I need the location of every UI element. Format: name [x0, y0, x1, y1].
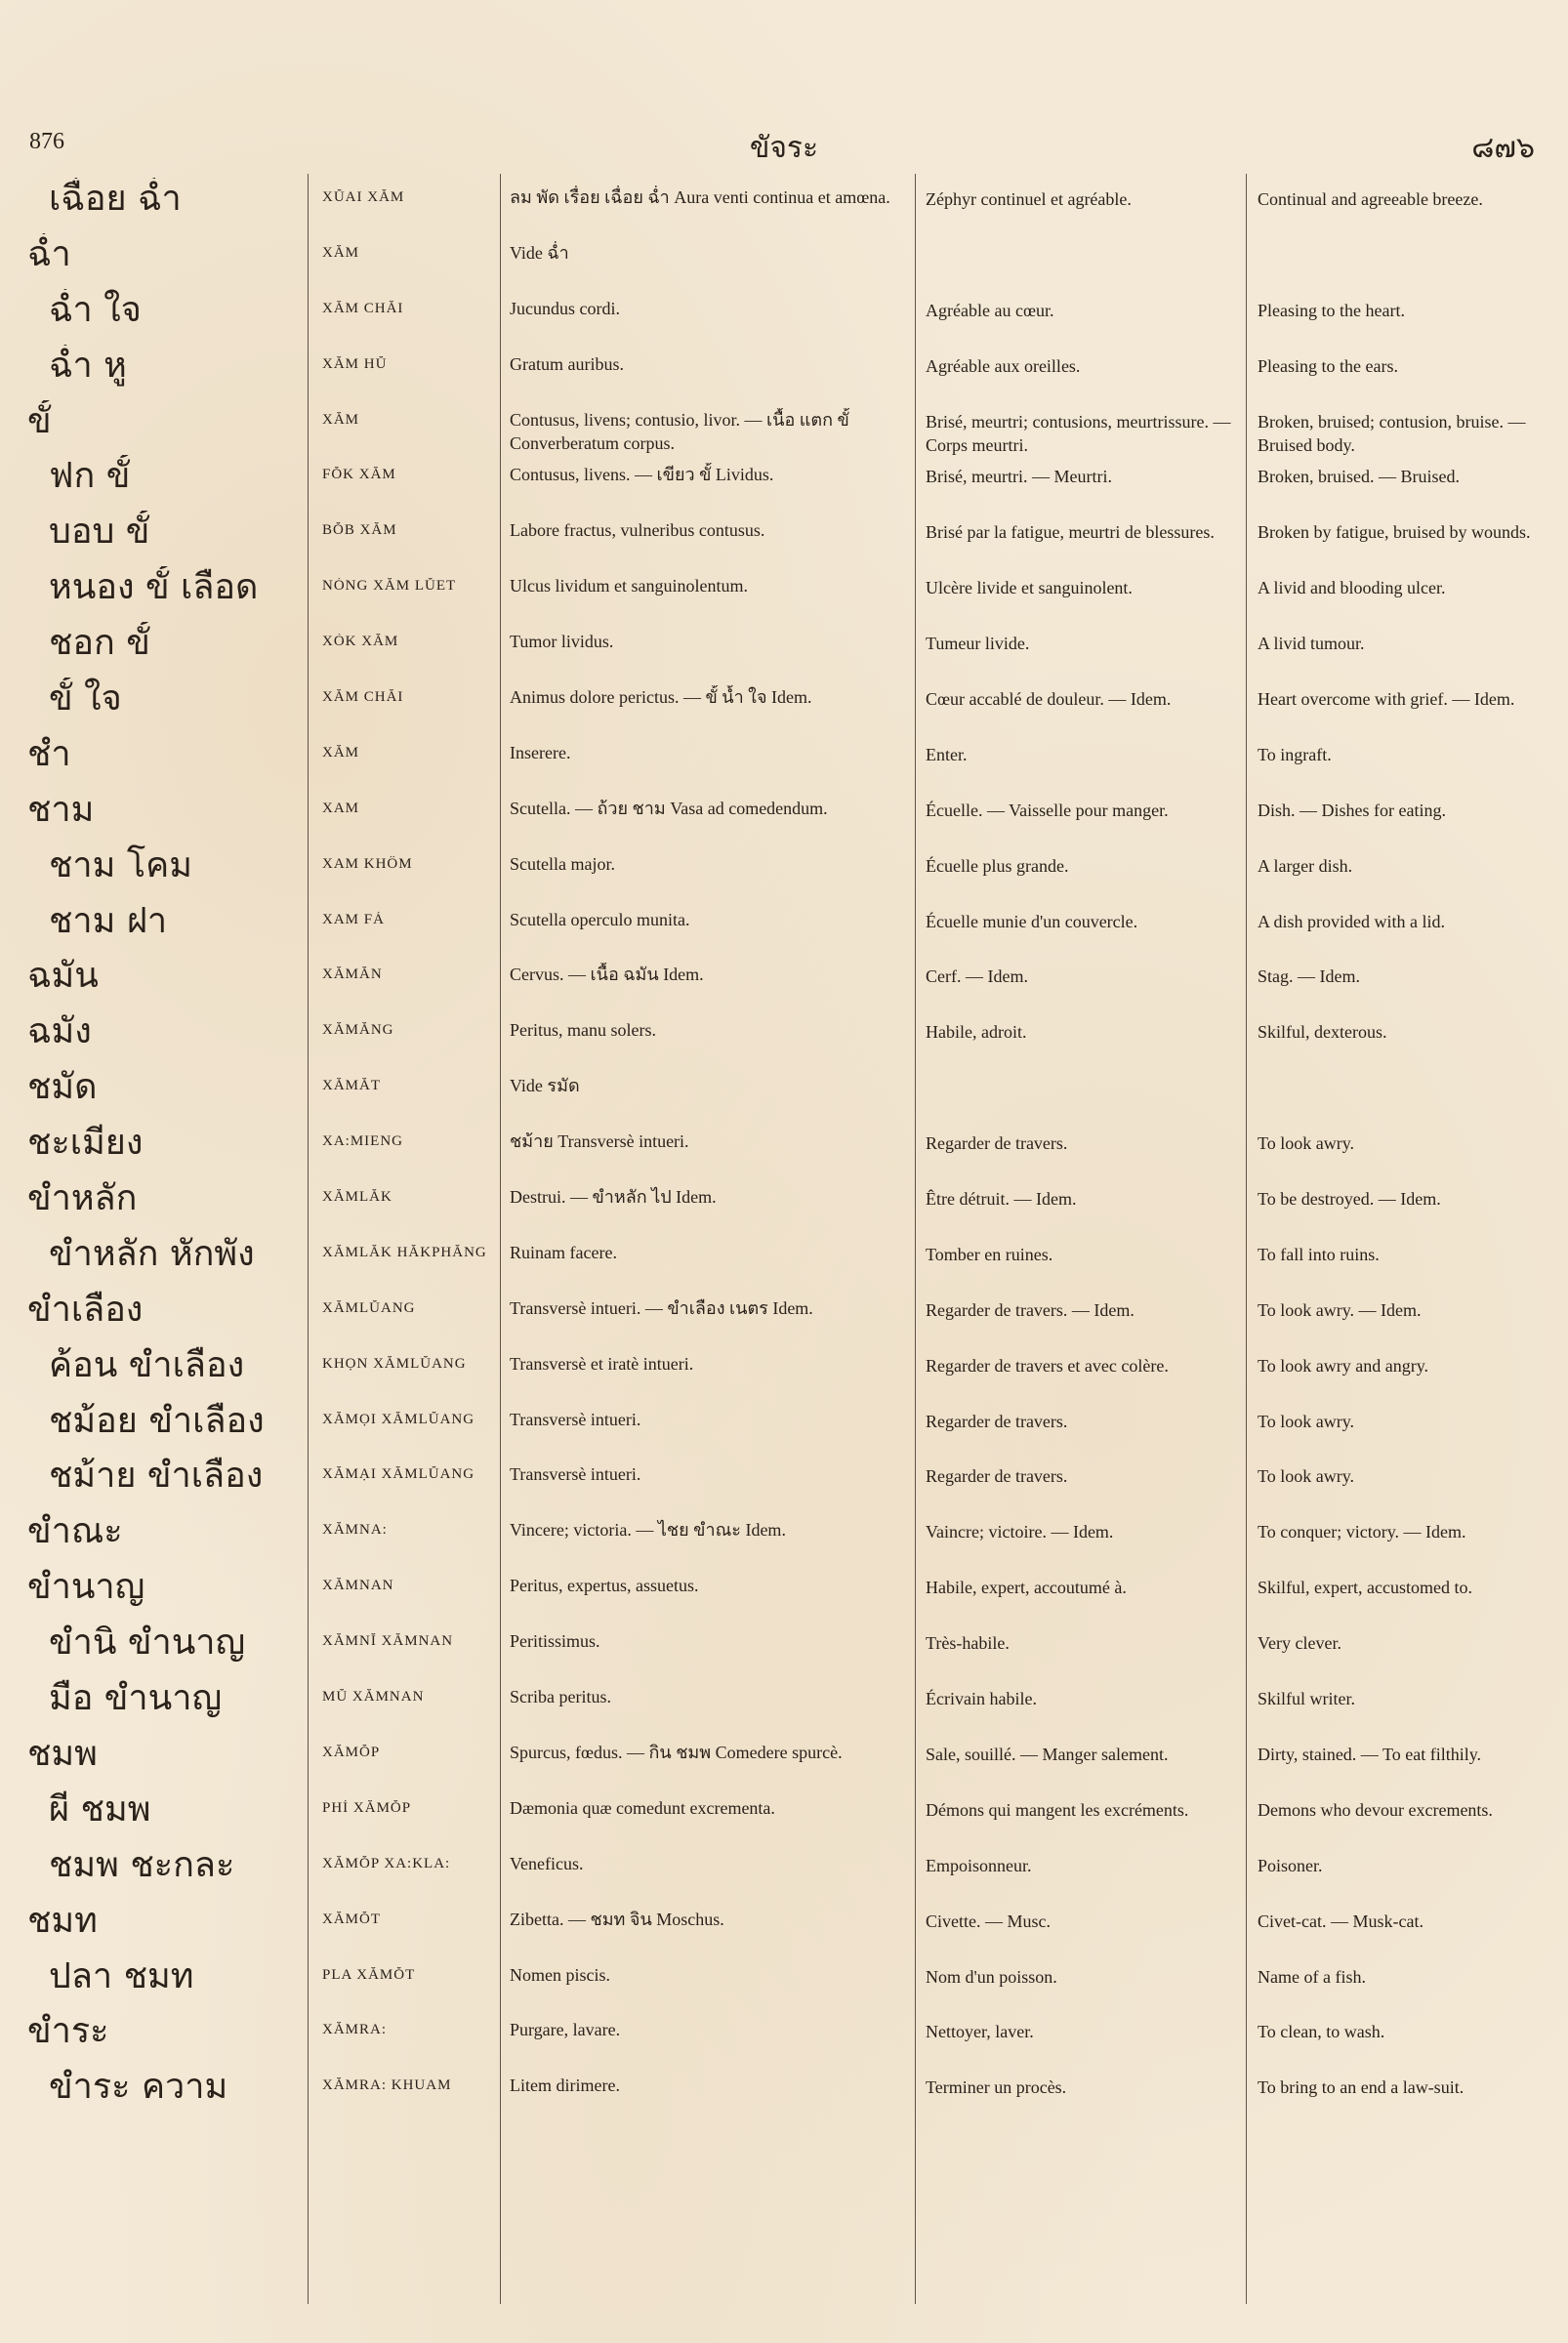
french-definition: Regarder de travers. — Idem.	[926, 1299, 1135, 1320]
latin-definition: Vincere; victoria. — ไชย ขำณะ Idem.	[510, 1520, 786, 1541]
dictionary-entry	[0, 562, 1568, 618]
running-title: ขัจระ	[749, 131, 819, 165]
thai-headword: มือ ขำนาญ	[49, 1678, 223, 1719]
english-definition: Heart overcome with grief. — Idem.	[1258, 689, 1515, 710]
latin-definition: Scutella operculo munita.	[510, 909, 690, 929]
latin-definition: Transversè intueri. — ขำเลือง เนตร Idem.	[510, 1297, 813, 1318]
dictionary-entry	[0, 1118, 1568, 1173]
romanization: XĂM	[322, 411, 360, 428]
romanization: XĂM	[322, 244, 360, 261]
romanization: XĂMŎT	[322, 1911, 381, 1927]
thai-headword: ชมัด	[27, 1067, 98, 1108]
english-definition: Broken by fatigue, bruised by wounds.	[1258, 522, 1531, 543]
romanization: BŎB XĂM	[322, 522, 397, 539]
thai-headword: ชำ	[27, 733, 71, 774]
latin-definition: Peritus, expertus, assuetus.	[510, 1576, 699, 1596]
english-definition: To bring to an end a law-suit.	[1258, 2077, 1465, 2098]
latin-definition: Peritissimus.	[510, 1631, 600, 1652]
english-definition: Very clever.	[1258, 1633, 1341, 1654]
thai-headword: ฉมัง	[27, 1011, 92, 1052]
latin-definition: Transversè intueri.	[510, 1464, 641, 1485]
english-definition: Dish. — Dishes for eating.	[1258, 800, 1446, 820]
romanization: KHỌN XĂMLŬANG	[322, 1355, 467, 1372]
thai-headword: ฉ่ำ	[27, 233, 71, 274]
romanization: XŬAI XĂM	[322, 189, 405, 205]
thai-headword: ฉ่ำ ใจ	[49, 289, 142, 330]
dictionary-entry	[0, 1618, 1568, 1673]
english-definition: To look awry.	[1258, 1133, 1355, 1154]
romanization: XĂMỌI XĂMLŬANG	[322, 1411, 475, 1427]
latin-definition: Inserere.	[510, 742, 571, 762]
latin-definition: Gratum auribus.	[510, 353, 624, 374]
romanization: XAM	[322, 800, 360, 816]
french-definition: Regarder de travers et avec colère.	[926, 1355, 1169, 1376]
english-definition: Skilful, dexterous.	[1258, 1022, 1387, 1043]
french-definition: Être détruit. — Idem.	[926, 1189, 1077, 1210]
romanization: XĂM HŬ	[322, 355, 388, 372]
dictionary-entry	[0, 174, 1568, 229]
french-definition: Écrivain habile.	[926, 1689, 1037, 1709]
latin-definition: Scutella. — ถ้วย ชาม Vasa ad comedendum.	[510, 798, 828, 818]
romanization: MŬ XĂMNAN	[322, 1689, 425, 1706]
dictionary-entry	[0, 1673, 1568, 1729]
french-definition: Démons qui mangent les excréments.	[926, 1799, 1189, 1820]
english-definition: Poisoner.	[1258, 1855, 1323, 1875]
french-definition: Habile, adroit.	[926, 1022, 1027, 1043]
latin-definition: Destrui. — ขำหลัก ไป Idem.	[510, 1187, 717, 1208]
dictionary-entry	[0, 674, 1568, 729]
romanization: XÒK XĂM	[322, 634, 399, 650]
french-definition: Cœur accablé de douleur. — Idem.	[926, 689, 1172, 710]
latin-definition: Peritus, manu solers.	[510, 1020, 656, 1041]
romanization: XAM KHÔM	[322, 855, 413, 872]
english-definition: To look awry and angry.	[1258, 1355, 1429, 1376]
french-definition: Terminer un procès.	[926, 2077, 1067, 2098]
latin-definition: Animus dolore perictus. — ขั้ น้ำ ใจ Idem.	[510, 687, 812, 708]
french-definition: Brisé, meurtri. — Meurtri.	[926, 467, 1112, 487]
dictionary-entry	[0, 396, 1568, 455]
romanization: XĂMĂN	[322, 966, 383, 983]
thai-headword: ชะเมียง	[27, 1123, 144, 1164]
romanization: XĂM CHĂI	[322, 689, 404, 706]
thai-headword: ขำนาญ	[27, 1567, 145, 1608]
thai-headword: ฉ่ำ หู	[49, 345, 127, 386]
french-definition: Écuelle munie d'un couvercle.	[926, 911, 1138, 931]
dictionary-entry	[0, 507, 1568, 562]
dictionary-entry	[0, 1229, 1568, 1285]
english-definition: To ingraft.	[1258, 744, 1332, 764]
romanization: XĂM	[322, 744, 360, 760]
french-definition: Tumeur livide.	[926, 634, 1030, 654]
latin-definition: Contusus, livens; contusio, livor. — เนื้อ แตก ขั้ Converberatum corpus.	[510, 409, 849, 453]
thai-headword: ฟก ขั้	[49, 456, 131, 497]
latin-definition: Zibetta. — ชมท จิน Moschus.	[510, 1909, 724, 1929]
romanization: XĂMNAN	[322, 1578, 394, 1594]
dictionary-entry	[0, 285, 1568, 341]
english-definition: Pleasing to the ears.	[1258, 355, 1398, 376]
thai-headword: ชาม โคม	[49, 844, 192, 885]
dictionary-entry	[0, 1062, 1568, 1118]
latin-definition: Jucundus cordi.	[510, 298, 620, 318]
english-definition: Stag. — Idem.	[1258, 966, 1360, 987]
english-definition: Civet-cat. — Musk-cat.	[1258, 1911, 1424, 1931]
latin-definition: Ruinam facere.	[510, 1242, 617, 1262]
latin-definition: Scutella major.	[510, 853, 615, 874]
latin-definition: Tumor lividus.	[510, 632, 614, 652]
english-definition: To conquer; victory. — Idem.	[1258, 1522, 1466, 1542]
thai-headword: ขำระ	[27, 2011, 109, 2052]
dictionary-entry	[0, 341, 1568, 396]
latin-definition: Nomen piscis.	[510, 1964, 610, 1985]
romanization: XĂMLŬANG	[322, 1299, 416, 1316]
french-definition: Sale, souillé. — Manger salement.	[926, 1744, 1169, 1764]
english-definition: A livid and blooding ulcer.	[1258, 578, 1446, 598]
dictionary-entry	[0, 1952, 1568, 2007]
thai-headword: ขำระ ความ	[49, 2067, 228, 2108]
thai-headword: ขำหลัก หักพัง	[49, 1233, 255, 1274]
latin-definition: Cervus. — เนื้อ ฉมัน Idem.	[510, 965, 704, 985]
latin-definition: Ulcus lividum et sanguinolentum.	[510, 576, 748, 596]
romanization: NÓNG XĂM LŬET	[322, 578, 457, 595]
thai-headword: ชอก ขั้	[49, 623, 150, 664]
romanization: XĂMĂT	[322, 1078, 381, 1094]
thai-headword: ชม้อย ขำเลือง	[49, 1400, 265, 1441]
dictionary-entry	[0, 618, 1568, 674]
latin-definition: Litem dirimere.	[510, 2076, 620, 2096]
french-definition: Tomber en ruines.	[926, 1244, 1053, 1264]
english-definition: A livid tumour.	[1258, 634, 1365, 654]
dictionary-entry	[0, 785, 1568, 841]
english-definition: To look awry. — Idem.	[1258, 1299, 1422, 1320]
latin-definition: ชม้าย Transversè intueri.	[510, 1131, 689, 1152]
thai-headword: ขั้	[27, 400, 52, 441]
thai-headword: ชม้าย ขำเลือง	[49, 1456, 264, 1497]
dictionary-entry	[0, 896, 1568, 952]
thai-headword: ผี ชมพ	[49, 1788, 151, 1829]
dictionary-entry	[0, 1896, 1568, 1952]
latin-definition: Contusus, livens. — เขียว ขั้ Lividus.	[510, 465, 774, 485]
dictionary-entry	[0, 2006, 1568, 2062]
english-definition: A larger dish.	[1258, 855, 1353, 876]
page-number-left: 876	[29, 129, 64, 154]
dictionary-entries	[0, 174, 1568, 2117]
dictionary-entry	[0, 451, 1568, 507]
thai-headword: ชาม	[27, 789, 95, 830]
english-definition: Broken, bruised. — Bruised.	[1258, 467, 1460, 487]
dictionary-entry	[0, 1840, 1568, 1896]
thai-headword: ชมพ	[27, 1733, 98, 1774]
french-definition: Vaincre; victoire. — Idem.	[926, 1522, 1114, 1542]
page-header	[27, 125, 1541, 164]
french-definition: Cerf. — Idem.	[926, 966, 1028, 987]
latin-definition: Veneficus.	[510, 1853, 584, 1873]
dictionary-entry	[0, 1007, 1568, 1062]
dictionary-entry	[0, 1285, 1568, 1340]
french-definition: Regarder de travers.	[926, 1133, 1068, 1154]
thai-headword: ชาม ฝา	[49, 900, 168, 941]
french-definition: Nettoyer, laver.	[926, 2022, 1034, 2042]
romanization: XAM FÁ	[322, 911, 385, 927]
dictionary-entry	[0, 1562, 1568, 1618]
dictionary-entry	[0, 1785, 1568, 1840]
english-definition: Skilful, expert, accustomed to.	[1258, 1578, 1472, 1598]
thai-headword: บอบ ขั้	[49, 512, 150, 553]
thai-headword: ขำณะ	[27, 1511, 123, 1552]
english-definition: To be destroyed. — Idem.	[1258, 1189, 1441, 1210]
latin-definition: Spurcus, fœdus. — กิน ชมพ Comedere spurcè.	[510, 1742, 843, 1762]
romanization: XĂMŎP	[322, 1744, 381, 1760]
french-definition: Zéphyr continuel et agréable.	[926, 189, 1132, 209]
romanization: XĂMRA:	[322, 2022, 388, 2038]
french-definition: Habile, expert, accoutumé à.	[926, 1578, 1127, 1598]
dictionary-entry	[0, 951, 1568, 1007]
latin-definition: ลม พัด เรื่อย เฉื่อย ฉ่ำ Aura venti continua et amœna.	[510, 187, 890, 207]
thai-headword: ขำนิ ขำนาญ	[49, 1623, 246, 1664]
french-definition: Enter.	[926, 744, 968, 764]
latin-definition: Purgare, lavare.	[510, 2020, 621, 2040]
thai-headword: ขำเลือง	[27, 1289, 144, 1330]
english-definition: To fall into ruins.	[1258, 1244, 1380, 1264]
latin-definition: Transversè et iratè intueri.	[510, 1353, 694, 1374]
latin-definition: Scriba peritus.	[510, 1687, 611, 1707]
latin-definition: Dæmonia quæ comedunt excrementa.	[510, 1797, 775, 1818]
page-number-right: ๘๗๖	[1471, 131, 1535, 165]
french-definition: Regarder de travers.	[926, 1466, 1068, 1487]
romanization: FŎK XĂM	[322, 467, 396, 483]
english-definition: A dish provided with a lid.	[1258, 911, 1445, 931]
latin-definition: Vide รมัด	[510, 1076, 580, 1096]
romanization: XĂMNĬ XĂMNAN	[322, 1633, 454, 1650]
french-definition: Agréable aux oreilles.	[926, 355, 1081, 376]
thai-headword: เฉื่อย ฉ่ำ	[49, 179, 182, 219]
dictionary-entry	[0, 1506, 1568, 1562]
dictionary-entry	[0, 2062, 1568, 2117]
thai-headword: ชมท	[27, 1900, 98, 1941]
english-definition: Pleasing to the heart.	[1258, 300, 1405, 320]
romanization: XĂMŎP XA:KLA:	[322, 1855, 451, 1871]
romanization: PHÍ XĂMŎP	[322, 1799, 412, 1816]
english-definition: Dirty, stained. — To eat filthily.	[1258, 1744, 1482, 1764]
romanization: XA:MIENG	[322, 1133, 403, 1150]
french-definition: Ulcère livide et sanguinolent.	[926, 578, 1133, 598]
french-definition: Très-habile.	[926, 1633, 1010, 1654]
english-definition: Demons who devour excrements.	[1258, 1799, 1493, 1820]
dictionary-entry	[0, 841, 1568, 896]
latin-definition: Vide ฉ่ำ	[510, 242, 569, 263]
dictionary-entry	[0, 1173, 1568, 1229]
latin-definition: Transversè intueri.	[510, 1409, 641, 1429]
french-definition: Écuelle. — Vaisselle pour manger.	[926, 800, 1169, 820]
english-definition: Skilful writer.	[1258, 1689, 1355, 1709]
english-definition: To look awry.	[1258, 1411, 1355, 1431]
english-definition: Name of a fish.	[1258, 1966, 1366, 1987]
thai-headword: ฉมัน	[27, 956, 99, 997]
french-definition: Regarder de travers.	[926, 1411, 1068, 1431]
french-definition: Brisé par la fatigue, meurtri de blessures.	[926, 522, 1215, 543]
thai-headword: ค้อน ขำเลือง	[49, 1344, 245, 1385]
french-definition: Écuelle plus grande.	[926, 855, 1069, 876]
romanization: PLA XĂMŎT	[322, 1966, 416, 1983]
latin-definition: Labore fractus, vulneribus contusus.	[510, 520, 765, 541]
thai-headword: หนอง ขั้ เลือด	[49, 567, 259, 608]
thai-headword: ชมพ ชะกละ	[49, 1844, 235, 1885]
french-definition: Agréable au cœur.	[926, 300, 1054, 320]
thai-headword: ปลา ชมท	[49, 1955, 194, 1996]
dictionary-entry	[0, 1729, 1568, 1785]
romanization: XĂMLĂK	[322, 1189, 392, 1206]
french-definition: Civette. — Musc.	[926, 1911, 1051, 1931]
romanization: XĂMRA: KHUAM	[322, 2077, 452, 2094]
dictionary-entry	[0, 1340, 1568, 1396]
romanization: XĂMĂNG	[322, 1022, 394, 1039]
romanization: XĂM CHĂI	[322, 300, 404, 316]
english-definition: Broken, bruised; contusion, bruise. — Bruised body.	[1258, 411, 1526, 455]
thai-headword: ขั้ ใจ	[49, 678, 122, 719]
english-definition: Continual and agreeable breeze.	[1258, 189, 1483, 209]
french-definition: Empoisonneur.	[926, 1855, 1032, 1875]
english-definition: To look awry.	[1258, 1466, 1355, 1487]
romanization: XĂMNA:	[322, 1522, 388, 1539]
romanization: XĂMẠI XĂMLŬANG	[322, 1466, 475, 1483]
dictionary-entry	[0, 729, 1568, 785]
french-definition: Brisé, meurtri; contusions, meurtrissure. — Corps meurtri.	[926, 411, 1231, 455]
dictionary-entry	[0, 1451, 1568, 1506]
thai-headword: ขำหลัก	[27, 1178, 138, 1219]
dictionary-entry	[0, 229, 1568, 285]
french-definition: Nom d'un poisson.	[926, 1966, 1057, 1987]
dictionary-entry	[0, 1396, 1568, 1452]
romanization: XĂMLĂK HĂKPHĂNG	[322, 1244, 487, 1260]
english-definition: To clean, to wash.	[1258, 2022, 1385, 2042]
